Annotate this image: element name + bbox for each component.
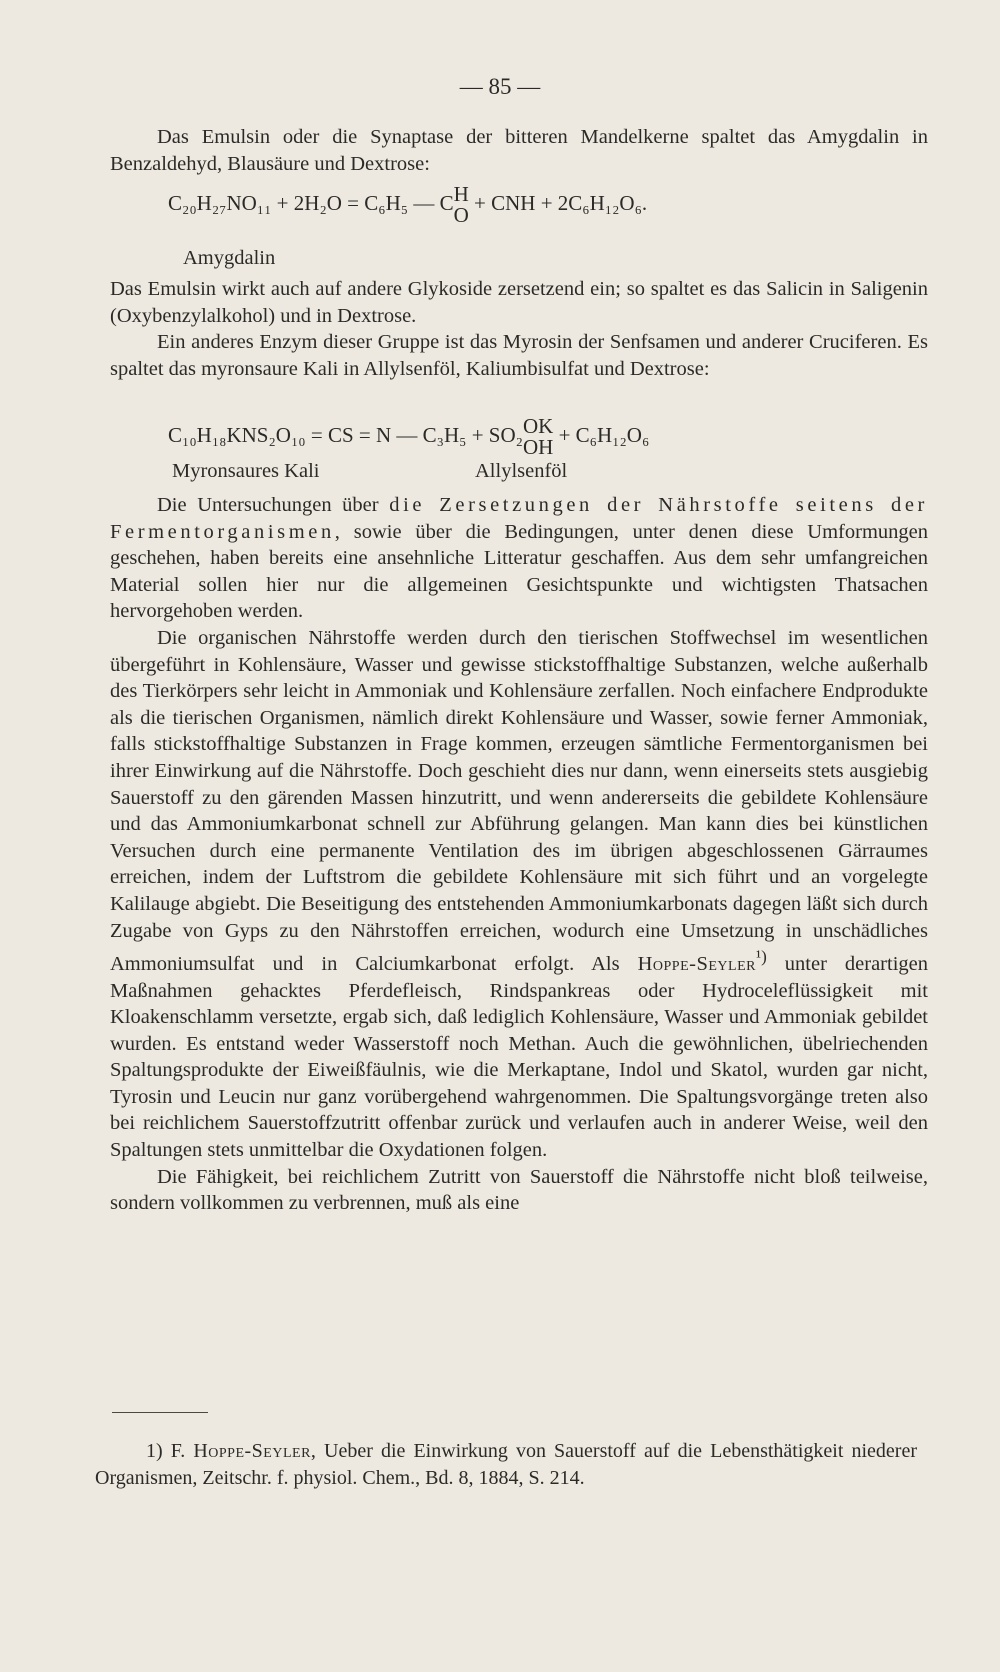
formula2-rhs: + C₆H₁₂O₆ [558,422,650,447]
paragraph-untersuchungen [110,492,928,625]
formula2-stack [523,416,553,458]
untersuchungen-lead: Die Untersuchungen über [157,494,390,516]
paragraph-faehigkeit: Die Fähigkeit, bei reichlichem Zutritt von Sauerstoff die Nährstoffe nicht bloß teilweise, sondern vollkommen zu verbrennen, muß als eine [110,1165,928,1215]
formula1-stack [454,184,469,226]
footnote [95,1438,917,1491]
formula2-caption-left: Myronsaures Kali [172,460,320,482]
formula2-stack-top: OK [522,414,554,438]
page-number: — 85 — [459,74,541,99]
footnote-marker: 1) F. [146,1440,194,1462]
formula1-rhs: + CNH + 2C₆H₁₂O₆. [474,190,648,215]
formula2-lhs: C₁₀H₁₈KNS₂O₁₀ = CS = N — C₃H₅ + SO₂ [168,422,523,447]
untersuchungen-emphasis: die Zersetzungen der Nährstoffe seitens der Fermentorganismen [110,494,928,543]
author-hoppe-seyler: Hoppe-Seyler [637,952,756,975]
paragraph-organische-naehrstoffe [110,625,928,1164]
middle-text-block [110,276,928,382]
footnote-author: Hoppe-Seyler [193,1440,311,1462]
intro-text-block [110,124,928,177]
formula1-lhs: C₂₀H₂₇NO₁₁ + 2H₂O = C₆H₅ — C [168,190,454,215]
main-text-block [110,492,928,1217]
organisch-part2: unter derartigen Maßnahmen gehacktes Pferdefleisch, Rindspankreas oder Hydroceleflüssigkeit mit Kloakenschlamm versetzte, ergab sich, daß lediglich Kohlensäure, Wasser und Ammoniak gebildet wurden. Es entstand weder Wasserstoff noch Methan. Auch die gewöhnlichen, übelriechenden Spaltungsprodukte der Eiweißfäulnis, wie die Merkaptane, Indol und Skatol, wurden gar nicht, Tyrosin und Leucin nur ganz vorübergehend wahrgenommen. Die Spaltungsvorgänge treten also bei reichlichem Sauerstoffzutritt offenbar zurück und verlaufen auch in anderer Weise, weil den Spaltungen stets unmittelbar die Oxydationen folgen. [110,952,929,1162]
formula1-stack-bottom: O [453,203,469,227]
paragraph-emulsin-salicin: Das Emulsin wirkt auch auf andere Glykoside zersetzend ein; so spaltet es das Salicin in Saligenin (Oxybenzylalkohol) und in Dextrose. [110,278,928,327]
formula2-stack-bottom: OH [522,435,554,459]
formula2-caption-right: Allylsenföl [475,460,568,482]
footnote-text: , Ueber die Einwirkung von Sauerstoff auf die Lebensthätigkeit niederer Organismen, Zeitschr. f. physiol. Chem., Bd. 8, 1884, S. 214. [95,1440,917,1489]
organisch-part1: Die organischen Nährstoffe werden durch den tierischen Stoffwechsel im wesentlichen übergeführt in Kohlensäure, Wasser und gewisse stickstoffhaltige Substanzen, welche außerhalb des Tierkörpers sehr leicht in Ammoniak und Kohlensäure zerfallen. Noch einfachere Endprodukte als die tierischen Organismen, nämlich direkt Kohlensäure und Wasser, sowie ferner Ammoniak, falls stickstoffhaltige Substanzen in Frage kommen, erzeugen sämtliche Fermentorganismen bei ihrer Einwirkung auf die Nährstoffe. Doch geschieht dies nur dann, wenn einerseits stets ausgiebig Sauerstoff zu den gärenden Massen hinzutritt, und wenn andererseits die gebildete Kohlensäure und das Ammoniumkarbonat schnell zur Abführung gelangen. Man kann dies bei künstlichen Versuchen durch eine permanente Ventilation des im übrigen abgeschlossenen Gärraumes erreichen, indem der Luftstrom die gebildete Kohlensäure mit sich führt und an vorgelegte Kalilauge abgiebt. Die Beseitigung des entstehenden Ammoniumkarbonats dagegen läßt sich durch Zugabe von Gyps zu den Nährstoffen erreichen, wodurch eine Umsetzung in unschädliches Ammoniumsulfat und in Calciumkarbonat erfolgt. Als [110,626,928,975]
formula-myronsaures-kali [168,416,649,458]
paragraph-myrosin: Ein anderes Enzym dieser Gruppe ist das Myrosin der Senfsamen und anderer Cruciferen. Es spaltet das myronsaure Kali in Allylsenföl, Kaliumbisulfat und Dextrose: [110,331,928,380]
formula1-caption: Amygdalin [183,247,276,269]
paragraph-emulsin-amygdalin: Das Emulsin oder die Synaptase der bitteren Mandelkerne spaltet das Amygdalin in Benzaldehyd, Blausäure und Dextrose: [110,126,928,175]
formula1-stack-top: H [453,182,469,206]
untersuchungen-rest: , sowie über die Bedingungen, unter denen diese Umformungen geschehen, haben bereits eine ansehnliche Litteratur geschaffen. Aus dem sehr umfangreichen Material sollen hier nur die allgemeinen Gesichtspunkte und wichtigsten Thatsachen hervorgehoben werden. [110,520,928,623]
footnote-reference[interactable]: ¹) [755,947,767,967]
footnote-divider [112,1412,208,1413]
formula-amygdalin [168,184,647,226]
